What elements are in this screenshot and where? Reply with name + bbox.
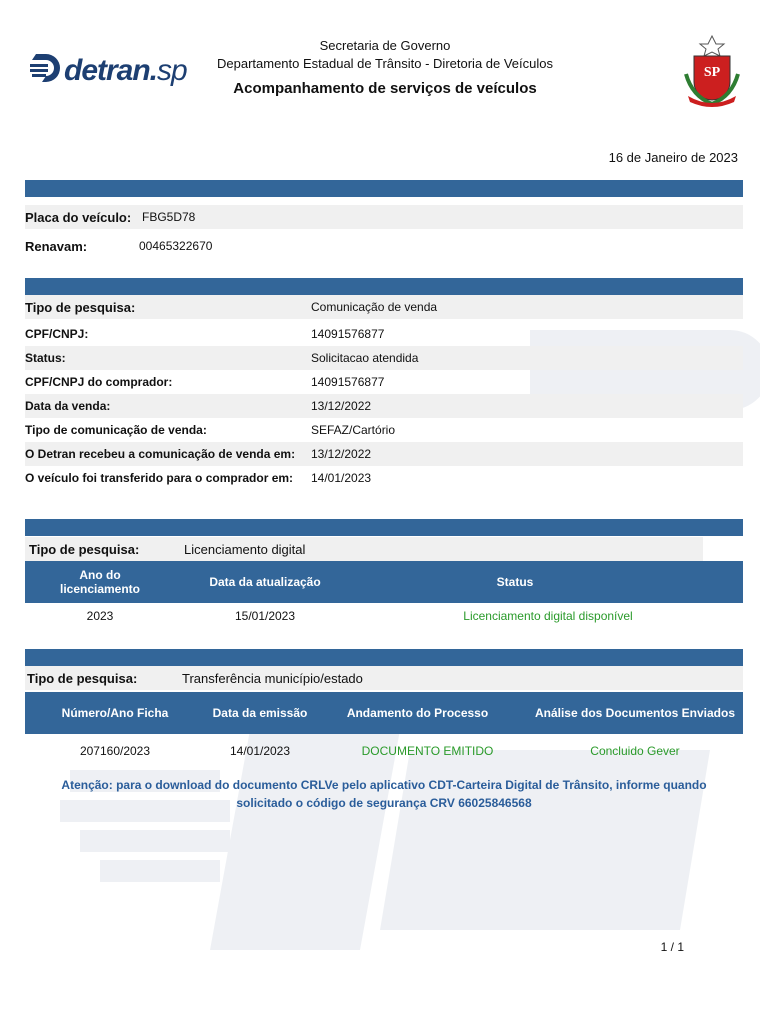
sale-row-1 bbox=[25, 322, 743, 346]
sale-label: O veículo foi transferido para o comprador em: bbox=[25, 471, 294, 485]
sale-row-0 bbox=[25, 295, 743, 319]
header-line-departamento: Departamento Estadual de Trânsito - Diretoria de Veículos bbox=[216, 56, 553, 71]
transfer-emissao: 14/01/2023 bbox=[229, 744, 291, 758]
section-bar-vehicle bbox=[25, 180, 743, 197]
seal-text: SP bbox=[703, 65, 721, 80]
licensing-year: 2023 bbox=[86, 609, 114, 623]
sao-paulo-seal-icon bbox=[682, 34, 742, 110]
transfer-analise: Concluido Gever bbox=[590, 744, 680, 758]
transfer-andamento: DOCUMENTO EMITIDO bbox=[361, 744, 494, 758]
header-line-secretaria: Secretaria de Governo bbox=[319, 38, 451, 53]
sale-value: 13/12/2022 bbox=[311, 399, 372, 413]
notice-line-1: Atenção: para o download do documento CRLVe pelo aplicativo CDT-Carteira Digital de Trânsito, informe quando bbox=[61, 778, 707, 792]
report-date: 16 de Janeiro de 2023 bbox=[608, 150, 738, 165]
crlv-notice bbox=[25, 776, 743, 812]
row-plate bbox=[25, 205, 743, 229]
transfer-ficha: 207160/2023 bbox=[79, 744, 151, 758]
detran-logo-icon bbox=[30, 54, 62, 88]
sale-value: Comunicação de venda bbox=[311, 300, 438, 314]
sale-label: Tipo de pesquisa: bbox=[25, 300, 136, 315]
transfer-type-value: Transferência município/estado bbox=[182, 671, 363, 686]
transfer-table-header bbox=[25, 692, 743, 734]
sale-label: CPF/CNPJ do comprador: bbox=[25, 375, 173, 389]
licensing-status: Licenciamento digital disponível bbox=[463, 609, 633, 623]
renavam-value: 00465322670 bbox=[139, 239, 213, 253]
section-bar-licensing bbox=[25, 519, 743, 536]
licensing-type-value: Licenciamento digital bbox=[184, 542, 306, 557]
plate-value: FBG5D78 bbox=[142, 210, 196, 224]
sale-value: SEFAZ/Cartório bbox=[311, 423, 396, 437]
logo-text-suffix: sp bbox=[157, 54, 187, 87]
plate-label: Placa do veículo: bbox=[25, 210, 132, 225]
page-number: 1 / 1 bbox=[660, 940, 684, 954]
sale-label: Status: bbox=[25, 351, 66, 365]
sale-value: Solicitacao atendida bbox=[311, 351, 419, 365]
detran-logo bbox=[30, 50, 187, 94]
notice-line-2: solicitado o código de segurança CRV 66025846568 bbox=[236, 796, 532, 810]
sale-label: O Detran recebeu a comunicação de venda em: bbox=[25, 447, 296, 461]
col-numero-ano-ficha: Número/Ano Ficha bbox=[61, 706, 169, 720]
sale-value: 14091576877 bbox=[311, 375, 385, 389]
licensing-type-label: Tipo de pesquisa: bbox=[29, 542, 140, 557]
renavam-label: Renavam: bbox=[25, 239, 88, 254]
sale-row-6 bbox=[25, 442, 743, 466]
logo-text-main: detran. bbox=[64, 54, 158, 87]
col-data-emissao: Data da emissão bbox=[212, 706, 308, 720]
licensing-table-header bbox=[25, 561, 743, 603]
col-analise-documentos: Análise dos Documentos Enviados bbox=[534, 706, 736, 720]
licensing-type-row bbox=[25, 537, 703, 561]
sale-label: CPF/CNPJ: bbox=[25, 327, 89, 341]
page-title: Acompanhamento de serviços de veículos bbox=[233, 80, 537, 97]
section-bar-transfer bbox=[25, 649, 743, 666]
sale-row-4 bbox=[25, 394, 743, 418]
sale-value: 14/01/2023 bbox=[311, 471, 372, 485]
sale-label: Data da venda: bbox=[25, 399, 111, 413]
col-andamento-processo: Andamento do Processo bbox=[346, 706, 489, 720]
sale-row-2 bbox=[25, 346, 743, 370]
licensing-updated: 15/01/2023 bbox=[234, 609, 296, 623]
sale-value: 14091576877 bbox=[311, 327, 385, 341]
col-status: Status bbox=[496, 575, 534, 589]
col-data-atualizacao: Data da atualização bbox=[209, 575, 321, 589]
sale-label: Tipo de comunicação de venda: bbox=[25, 423, 207, 437]
sale-value: 13/12/2022 bbox=[311, 447, 372, 461]
sale-row-3 bbox=[25, 370, 743, 394]
sale-row-5 bbox=[25, 418, 743, 442]
sale-row-7 bbox=[25, 466, 743, 490]
section-bar-sale bbox=[25, 278, 743, 295]
transfer-type-label: Tipo de pesquisa: bbox=[27, 671, 138, 686]
transfer-type-row bbox=[25, 666, 743, 690]
col-ano-licenciamento: Ano do licenciamento bbox=[59, 568, 141, 596]
row-renavam bbox=[25, 234, 743, 258]
